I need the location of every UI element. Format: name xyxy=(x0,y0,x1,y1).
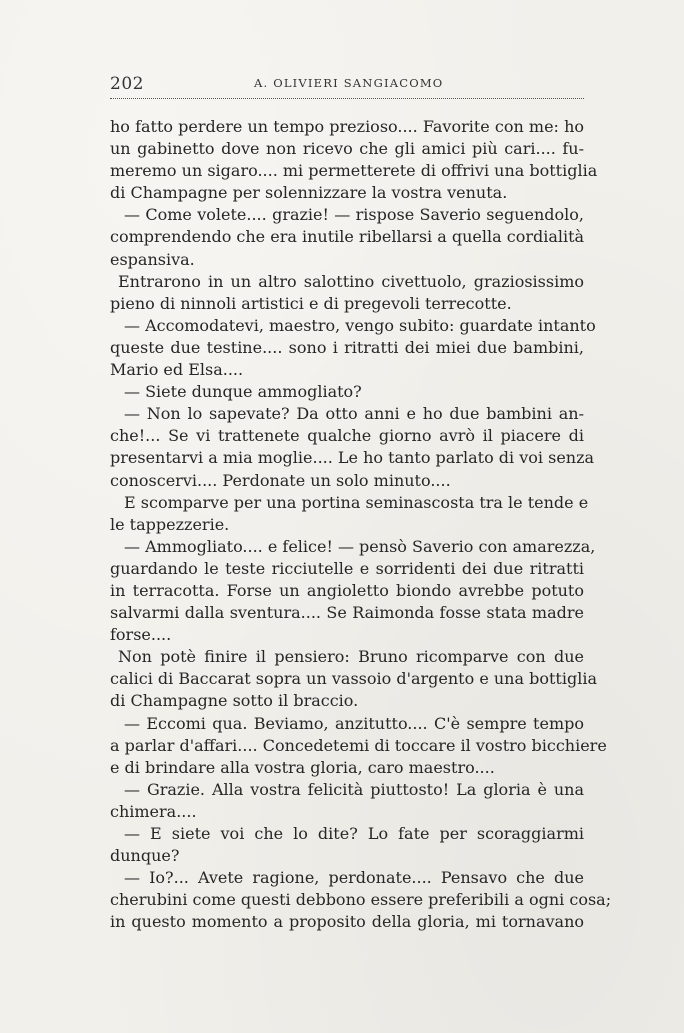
text-line: chimera.... xyxy=(110,801,197,821)
text-line: — Ammogliato.... e felice! — pensò Saverio con amarezza, xyxy=(124,536,596,556)
text-line: — Eccomi qua. Beviamo, anzitutto.... C'è sempre tempo xyxy=(124,713,584,733)
text-line: ho fatto perdere un tempo prezioso.... Favorite con me: ho xyxy=(110,117,584,136)
body-text xyxy=(110,116,612,933)
text-line: Entrarono in un altro salottino civettuolo, graziosissimo xyxy=(118,271,584,291)
text-line: — E siete voi che lo dite? Lo fate per scoraggiarmi xyxy=(124,824,584,843)
text-line: di Champagne per solennizzare la vostra venuta. xyxy=(110,183,508,203)
text-line: queste due testine.... sono i ritratti dei miei due bambini, xyxy=(110,337,584,357)
text-line: forse.... xyxy=(110,625,172,645)
text-line: di Champagne sotto il braccio. xyxy=(110,691,359,711)
text-line: e di brindare alla vostra gloria, caro maestro.... xyxy=(110,757,495,777)
text-line: Mario ed Elsa.... xyxy=(110,360,244,380)
text-line: Non potè finire il pensiero: Bruno ricomparve con due xyxy=(118,647,584,667)
text-line: — Non lo sapevate? Da otto anni e ho due bambini an- xyxy=(124,404,584,424)
text-line: — Come volete.... grazie! — rispose Saverio seguendolo, xyxy=(124,205,584,225)
text-line: espansiva. xyxy=(110,249,195,269)
text-line: a parlar d'affari.... Concedetemi di toccare il vostro bicchiere xyxy=(110,735,607,755)
text-line: cherubini come questi debbono essere preferibili a ogni cosa; xyxy=(110,890,612,910)
text-line: che!... Se vi trattenete qualche giorno avrò il piacere di xyxy=(110,426,584,446)
text-line: — Io?... Avete ragione, perdonate.... Pensavo che due xyxy=(124,868,584,888)
text-line: comprendendo che era inutile ribellarsi a quella cordialità xyxy=(110,227,585,247)
text-line: — Accomodatevi, maestro, vengo subito: guardate intanto xyxy=(124,315,596,335)
text-line: le tappezzerie. xyxy=(110,514,230,534)
text-line: E scomparve per una portina seminascosta tra le tende e xyxy=(124,492,589,512)
text-line: in terracotta. Forse un angioletto biondo avrebbe potuto xyxy=(110,580,584,600)
running-head: A. OLIVIERI SANGIACOMO xyxy=(254,76,444,90)
text-line: meremo un sigaro.... mi permetterete di offrivi una bottiglia xyxy=(110,161,598,181)
text-line: pieno di ninnoli artistici e di pregevoli terrecotte. xyxy=(110,293,512,313)
page-number: 202 xyxy=(110,74,144,94)
text-line: — Siete dunque ammogliato? xyxy=(124,382,362,402)
text-line: — Grazie. Alla vostra felicità piuttosto! La gloria è una xyxy=(124,779,584,799)
text-line: presentarvi a mia moglie.... Le ho tanto parlato di voi senza xyxy=(110,448,595,468)
text-line: calici di Baccarat sopra un vassoio d'argento e una bottiglia xyxy=(110,669,597,689)
text-line: dunque? xyxy=(110,846,180,866)
header-rule xyxy=(110,98,584,99)
text-line: conoscervi.... Perdonate un solo minuto.... xyxy=(110,470,451,490)
text-line: salvarmi dalla sventura.... Se Raimonda fosse stata madre xyxy=(110,603,584,623)
text-line: un gabinetto dove non ricevo che gli amici più cari.... fu- xyxy=(110,139,584,159)
text-line: in questo momento a proposito della gloria, mi tornavano xyxy=(110,912,584,932)
page-header xyxy=(110,74,584,96)
text-line: guardando le teste ricciutelle e sorridenti dei due ritratti xyxy=(110,558,584,578)
